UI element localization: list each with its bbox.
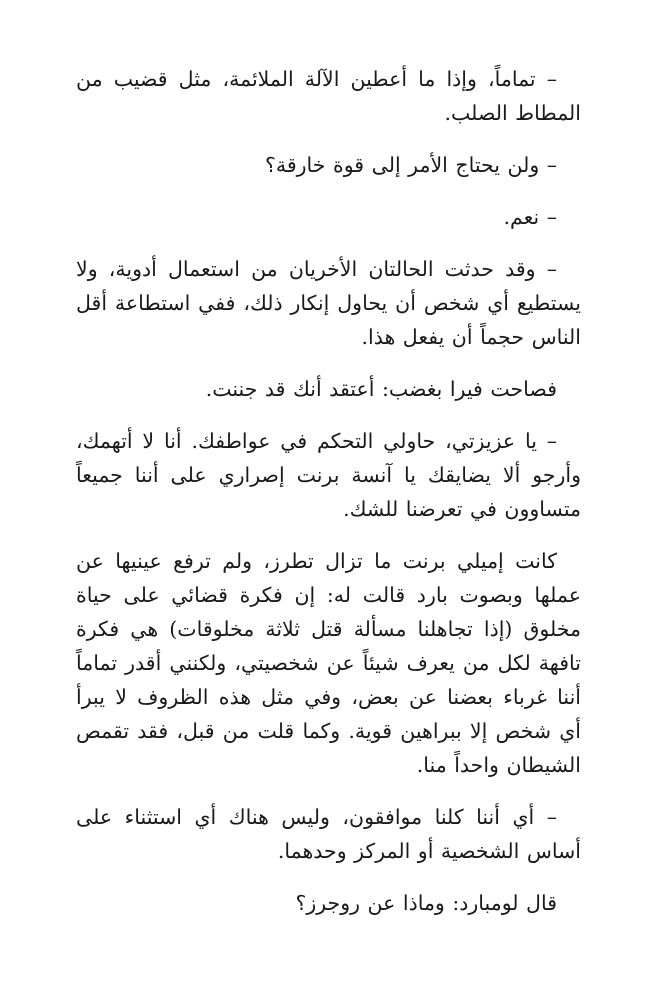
book-page [76,62,581,920]
paragraph: – أي أننا كلنا موافقون، وليس هناك أي استثناء على أساس الشخصية أو المركز وحدهما. [76,805,581,863]
paragraph: – تماماً، وإذا ما أعطين الآلة الملائمة، مثل قضيب من المطاط الصلب. [76,67,581,125]
paragraph: فصاحت فيرا بغضب: أعتقد أنك قد جننت. [205,377,557,401]
paragraph: كانت إميلي برنت ما تزال تطرز، ولم ترفع عينيها عن عملها وبصوت بارد قالت له: إن فكرة قضائي على حياة مخلوق (إذا تجاهلنا مسألة قتل ثلاثة مخلوقات) هي فكرة تافهة لكل من يعرف شيئاً عن شخصيتي، ولكنني أقدر تماماً أننا غرباء بعضنا عن بعض، وفي مثل هذه الظروف لا يبرأ أي شخص إلا ببراهين قوية. وكما قلت من قبل، فقد تقمص الشيطان واحداً منا. [76,549,581,777]
paragraph: – وقد حدثت الحالتان الأخريان من استعمال أدوية، ولا يستطيع أي شخص أن يحاول إنكار ذلك، ففي استطاعة أقل الناس حجماً أن يفعل هذا. [76,257,581,349]
paragraph: – يا عزيزتي، حاولي التحكم في عواطفك. أنا لا أتهمك، وأرجو ألا يضايقك يا آنسة برنت إصراري على أننا جميعاً متساوون في تعرضنا للشك. [76,429,581,521]
paragraph: – ولن يحتاج الأمر إلى قوة خارقة؟ [264,153,557,177]
paragraph: – نعم. [503,205,557,229]
paragraph: قال لومبارد: وماذا عن روجرز؟ [295,891,557,915]
